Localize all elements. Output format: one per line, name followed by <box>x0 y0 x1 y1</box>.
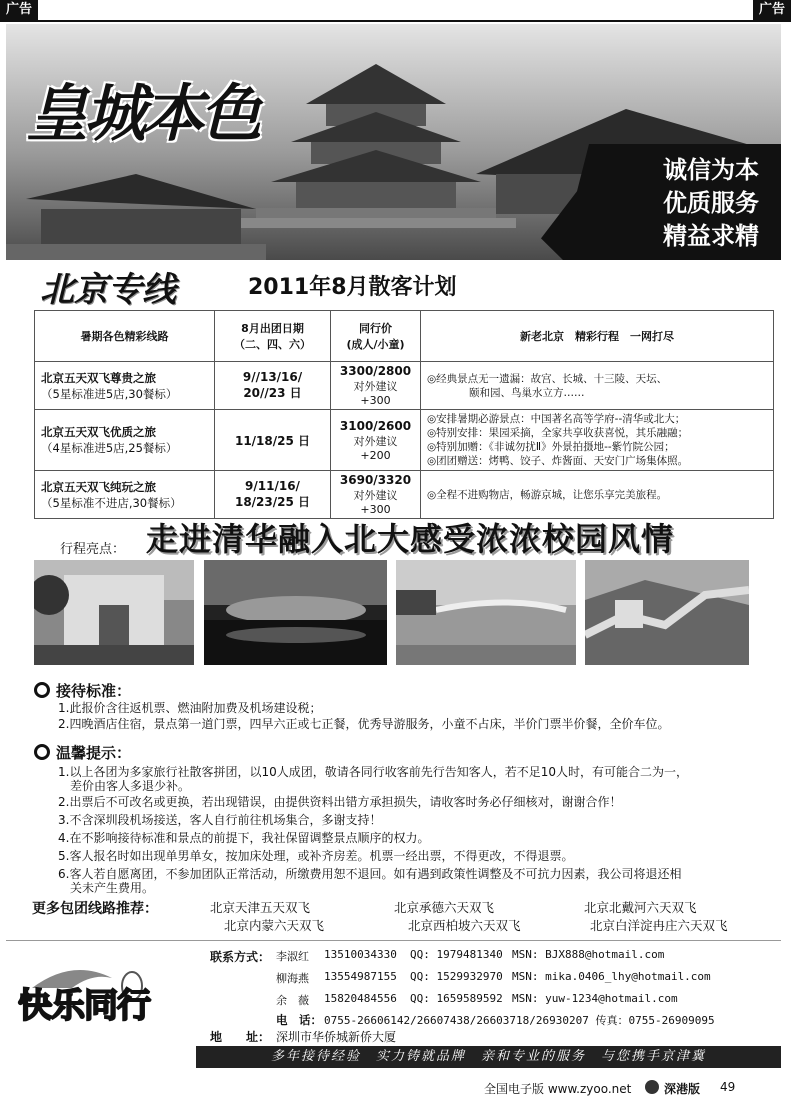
slogan-box <box>531 144 781 260</box>
title-row <box>40 262 760 308</box>
table-row <box>35 362 774 410</box>
address-value: 深圳市华侨城新侨大厦 <box>276 1030 397 1044</box>
route-sub: （4星标准进5店,25餐标） <box>41 441 178 455</box>
price-value: 3100/2600 <box>339 418 412 433</box>
tip-line: 差价由客人多退少补。 <box>58 779 191 793</box>
ad-tag-right: 广告 <box>753 0 791 20</box>
edition-text: 深港版 <box>664 1082 701 1096</box>
price-plus: +200 <box>360 448 391 462</box>
photo-birds-nest <box>204 560 387 665</box>
price-cell <box>331 471 421 519</box>
price-cell <box>331 410 421 471</box>
summer-palace-image <box>396 560 576 665</box>
note-line: ◎全程不进购物店，畅游京城，让您乐享完美旅程。 <box>427 488 668 501</box>
note-line: ◎团团赠送：烤鸭、饺子、炸酱面、天安门广场集体照。 <box>427 455 689 467</box>
tip-line: 4.在不影响接待标准和景点的前提下，我社保留调整景点顺序的权力。 <box>58 831 430 845</box>
circle-bullet-icon <box>34 744 50 760</box>
ad-tag-left: 广告 <box>0 0 38 20</box>
company-logo <box>12 958 192 1028</box>
price-suggest: 对外建议 <box>353 489 398 502</box>
notes-cell <box>421 362 774 410</box>
contact-msn[interactable]: MSN: BJX888@hotmail.com <box>512 948 665 961</box>
route-cell <box>35 410 215 471</box>
tip-line: 3.不含深圳段机场接送，客人自行前往机场集合，多谢支持！ <box>58 813 382 827</box>
table-row <box>35 471 774 519</box>
route-name: 北京五天双飞优质之旅 <box>41 425 156 439</box>
reception-heading <box>34 680 131 701</box>
contact-label: 联系方式： <box>210 950 271 964</box>
route-item: 北京天津五天双飞 <box>210 900 311 915</box>
header-notes: 新老北京 精彩行程 一网打尽 <box>421 311 774 362</box>
itinerary-table <box>34 310 774 519</box>
contact-msn[interactable]: MSN: yuw-1234@hotmail.com <box>512 992 678 1005</box>
company-logo-text: 快乐同行 <box>18 986 150 1026</box>
price-plus: +300 <box>360 394 391 407</box>
dates-cell: 11/18/25 日 <box>215 410 331 471</box>
slogan-3: 精益求精 <box>663 222 759 250</box>
table-row <box>35 410 774 471</box>
tip-line: 6.客人若自愿离团，不参加团队正常活动，所缴费用恕不退回。如有遇到政策性调整及不可抗力因素，我公司将退还相 <box>58 867 682 881</box>
contact-qq: QQ: 1979481340 <box>410 948 503 961</box>
note-line: ◎经典景点无一遗漏：故宫、长城、十三陵、天坛、 <box>427 372 668 385</box>
contact-name: 李淑红 <box>276 950 309 963</box>
photo-great-wall <box>585 560 749 665</box>
tip-line: 5.客人报名时如出现单男单女，按加床处理，或补齐房差。机票一经出票，不得更改，不得退票。 <box>58 849 574 863</box>
slogan-bar: 多年接待经验 实力铸就品牌 亲和专业的服务 与您携手京津冀 <box>196 1046 781 1068</box>
reception-item: 2.四晚酒店住宿，景点第一道门票，四早六正或七正餐，优秀导游服务，小童不占床，半价门票半价餐，全价车位。 <box>58 717 670 731</box>
reception-item: 1.此报价含往返机票、燃油附加费及机场建设税； <box>58 701 322 715</box>
route-name: 北京五天双飞尊贵之旅 <box>41 370 156 385</box>
contact-qq: QQ: 1529932970 <box>410 970 503 983</box>
dates-cell: 9/11/16/ 18/23/25 日 <box>215 471 331 519</box>
price-value: 3300/2800 <box>339 364 412 378</box>
more-routes-label: 更多包团线路推荐： <box>32 901 158 917</box>
tips-heading-text: 温馨提示： <box>56 744 132 762</box>
title-main: 北京专线 <box>40 270 176 310</box>
note-line: ◎特别加赠：《非诚勿扰Ⅱ》外景拍摄地--紫竹院公园； <box>427 441 675 453</box>
title-plan: 2011年8月散客计划 <box>248 275 457 300</box>
highlights-label: 行程亮点： <box>60 542 126 557</box>
route-sub: （5星标准不进店,30餐标） <box>41 495 182 510</box>
site-text[interactable]: 全国电子版 www.zyoo.net <box>484 1082 632 1096</box>
header-route: 暑期各色精彩线路 <box>35 311 215 362</box>
route-sub: （5星标准进5店,30餐标） <box>41 386 178 401</box>
price-cell <box>331 362 421 410</box>
route-item: 北京承德六天双飞 <box>394 900 495 915</box>
price-suggest: 对外建议 <box>353 380 398 393</box>
contact-msn[interactable]: MSN: mika.0406_lhy@hotmail.com <box>512 970 711 983</box>
page-number: 49 <box>720 1080 736 1094</box>
tel-label: 电 话： <box>276 1013 322 1027</box>
photo-summer-palace <box>396 560 576 665</box>
tel-value: 0755-26606142/26607438/26603718/26930207 传真：0755-26909095 <box>324 1014 715 1027</box>
contact-phone[interactable]: 13510034330 <box>324 948 397 961</box>
contact-qq: QQ: 1659589592 <box>410 992 503 1005</box>
notes-cell <box>421 471 774 519</box>
note-line: ◎安排暑期必游景点：中国著名高等学府--清华或北大； <box>427 413 686 425</box>
banner-image <box>6 24 781 260</box>
tip-line: 关未产生费用。 <box>58 881 155 895</box>
tip-line: 2.出票后不可改名或更换，若出现错误，由提供资料出错方承担损失，请收客时务必仔细核对，谢谢合作！ <box>58 795 622 809</box>
reception-heading-text: 接待标准： <box>56 682 132 700</box>
slogan-1: 诚信为本 <box>663 156 759 184</box>
slogan-2: 优质服务 <box>663 189 759 217</box>
route-item: 北京内蒙六天双飞 <box>224 918 325 933</box>
route-cell <box>35 471 215 519</box>
tips-heading <box>34 742 131 763</box>
note-line: ◎特别安排：果园采摘，全家共享收获喜悦，其乐融融； <box>427 427 689 439</box>
route-item: 北京北戴河六天双飞 <box>584 900 697 915</box>
photo-tsinghua-gate <box>34 560 194 665</box>
highlights-banner: 走进清华融入北大感受浓浓校园风情 <box>146 520 675 558</box>
site-logo-icon <box>645 1080 659 1094</box>
tip-line: 1.以上各团为多家旅行社散客拼团，以10人成团，敬请各同行收客前先行告知客人，若不足10人时，有可能合二为一， <box>58 765 688 779</box>
great-wall-image <box>585 560 749 665</box>
route-cell <box>35 362 215 410</box>
route-item: 北京西柏坡六天双飞 <box>408 918 521 933</box>
contact-name: 余 薇 <box>276 994 309 1007</box>
note-line: 颐和园、鸟巢水立方…… <box>427 386 585 399</box>
route-name: 北京五天双飞纯玩之旅 <box>41 479 156 494</box>
contact-phone[interactable]: 15820484556 <box>324 992 397 1005</box>
banner-logo-text: 皇城本色 <box>26 77 259 150</box>
table-header-row <box>35 311 774 362</box>
price-plus: +300 <box>360 503 391 516</box>
route-item: 北京白洋淀冉庄六天双飞 <box>590 918 728 933</box>
header-dates: 8月出团日期 （二、四、六） <box>215 311 331 362</box>
price-suggest: 对外建议 <box>353 434 398 448</box>
notes-cell <box>421 410 774 471</box>
top-rule <box>0 20 791 22</box>
tsinghua-gate-image <box>34 560 194 665</box>
birds-nest-image <box>204 560 387 665</box>
header-price: 同行价 (成人/小童) <box>331 311 421 362</box>
circle-bullet-icon <box>34 682 50 698</box>
contact-phone[interactable]: 13554987155 <box>324 970 397 983</box>
price-value: 3690/3320 <box>339 473 412 487</box>
contact-name: 柳海燕 <box>276 972 309 985</box>
dates-cell: 9//13/16/ 20//23 日 <box>215 362 331 410</box>
address-label: 地 址： <box>210 1030 271 1044</box>
